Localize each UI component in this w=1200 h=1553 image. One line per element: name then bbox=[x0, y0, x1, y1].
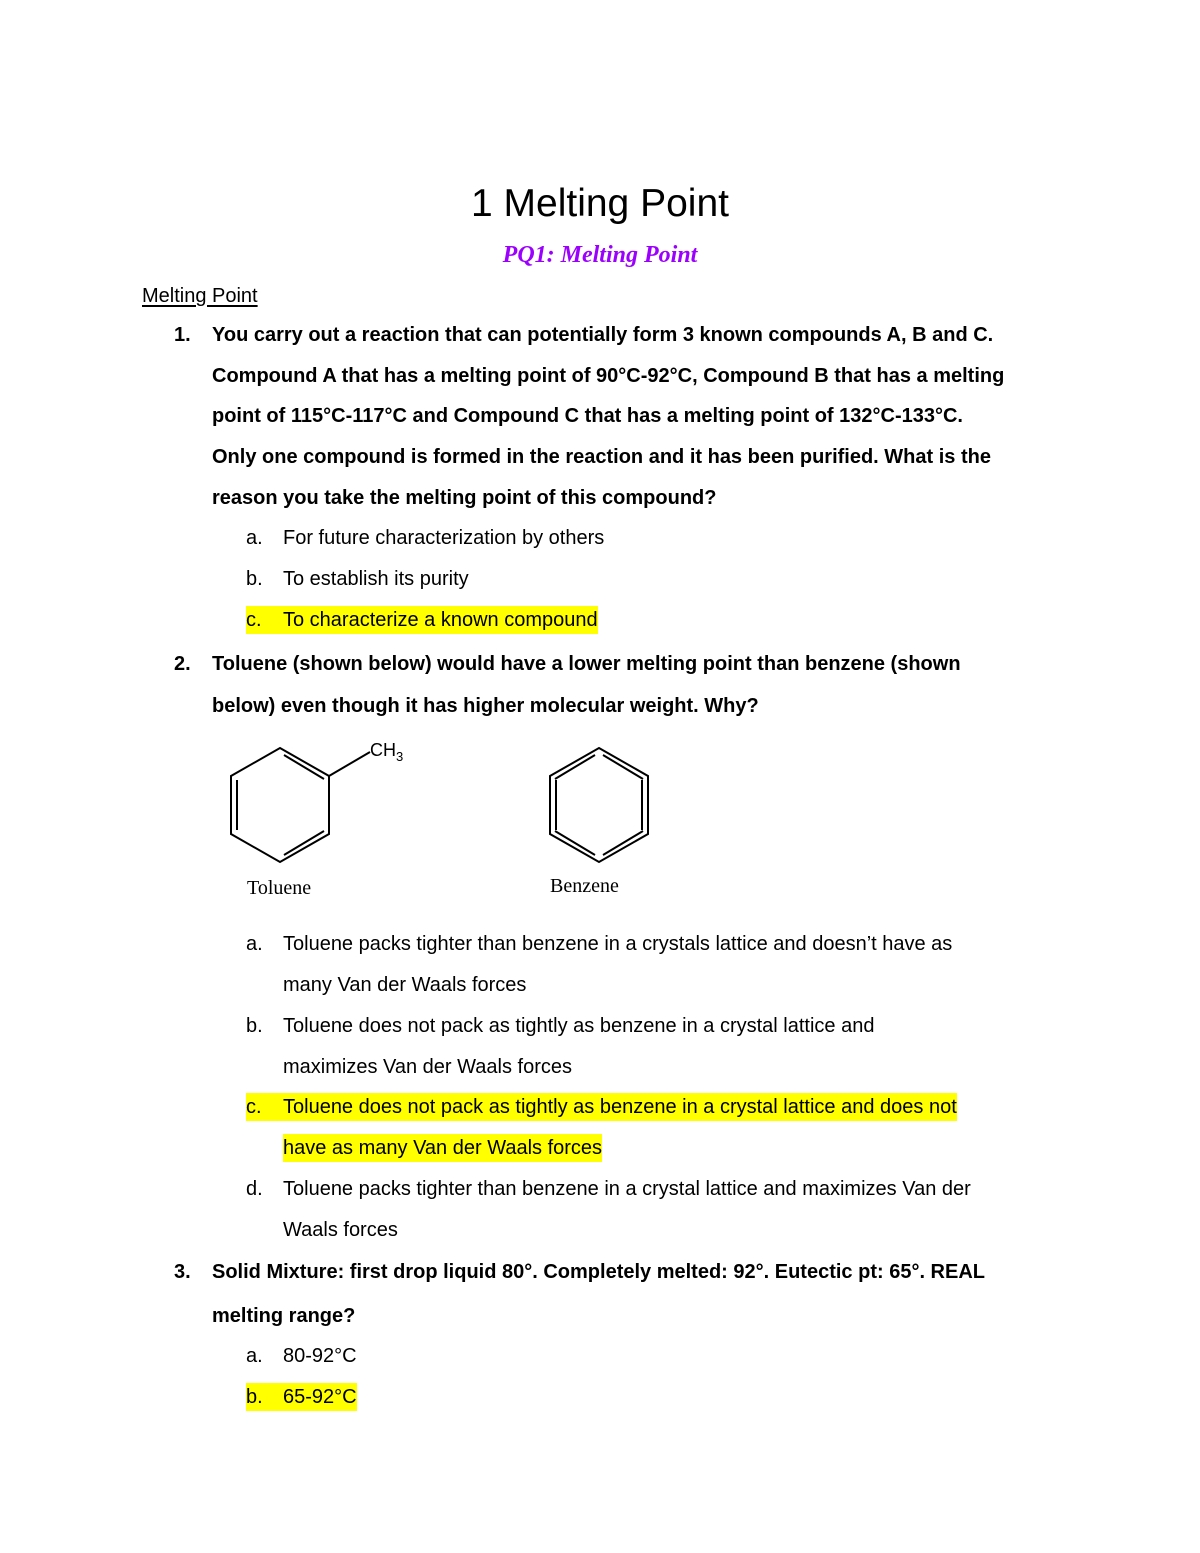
section-heading: Melting Point bbox=[142, 285, 258, 307]
option-text: Waals forces bbox=[283, 1219, 398, 1241]
page-title: 1 Melting Point bbox=[471, 182, 729, 225]
option-letter: a. bbox=[246, 1345, 263, 1367]
option-text: 80-92°C bbox=[283, 1345, 357, 1367]
option-text-highlighted: Toluene does not pack as tightly as benzene in a crystal lattice and does not bbox=[283, 1093, 957, 1121]
question-number: 2. bbox=[174, 653, 191, 675]
question-text-line: point of 115°C-117°C and Compound C that has a melting point of 132°C-133°C. bbox=[212, 405, 963, 427]
option-letter-highlighted: c. bbox=[246, 606, 283, 634]
toluene-structure bbox=[231, 748, 370, 862]
option-text-highlighted: To characterize a known compound bbox=[283, 606, 598, 634]
option-letter: a. bbox=[246, 933, 263, 955]
option-text: To establish its purity bbox=[283, 568, 469, 590]
benzene-structure bbox=[550, 748, 648, 862]
question-text-line: Toluene (shown below) would have a lower melting point than benzene (shown bbox=[212, 653, 961, 675]
option-letter: a. bbox=[246, 527, 263, 549]
option-letter-highlighted: b. bbox=[246, 1383, 283, 1411]
question-number: 3. bbox=[174, 1261, 191, 1283]
option-letter: b. bbox=[246, 1015, 263, 1037]
option-letter: d. bbox=[246, 1178, 263, 1200]
option-text-highlighted: have as many Van der Waals forces bbox=[283, 1134, 602, 1162]
methyl-label: $CH_3$ bbox=[370, 740, 404, 764]
question-text-line: below) even though it has higher molecular weight. Why? bbox=[212, 695, 759, 717]
option-text-highlighted: 65-92°C bbox=[283, 1383, 357, 1411]
question-text-line: Compound A that has a melting point of 90°C-92°C, Compound B that has a melting bbox=[212, 365, 1005, 387]
question-text-line: reason you take the melting point of this compound? bbox=[212, 487, 717, 509]
option-text: many Van der Waals forces bbox=[283, 974, 527, 996]
option-text: For future characterization by others bbox=[283, 527, 605, 549]
option-letter-highlighted: c. bbox=[246, 1093, 283, 1121]
molecule-figure bbox=[210, 730, 670, 910]
option-letter: b. bbox=[246, 568, 263, 590]
question-text-line: You carry out a reaction that can potentially form 3 known compounds A, B and C. bbox=[212, 324, 994, 346]
question-number: 1. bbox=[174, 324, 191, 346]
option-text: maximizes Van der Waals forces bbox=[283, 1056, 572, 1078]
question-text-line: Only one compound is formed in the reaction and it has been purified. What is the bbox=[212, 446, 991, 468]
option-text: Toluene packs tighter than benzene in a crystal lattice and maximizes Van der bbox=[283, 1178, 971, 1200]
benzene-label: Benzene bbox=[550, 875, 619, 897]
option-text: Toluene packs tighter than benzene in a crystals lattice and doesn’t have as bbox=[283, 933, 953, 955]
page-subtitle: PQ1: Melting Point bbox=[502, 242, 698, 268]
question-text-line: melting range? bbox=[212, 1305, 356, 1327]
option-text: Toluene does not pack as tightly as benzene in a crystal lattice and bbox=[283, 1015, 875, 1037]
toluene-label: Toluene bbox=[247, 877, 312, 899]
question-text-line: Solid Mixture: first drop liquid 80°. Completely melted: 92°. Eutectic pt: 65°. REAL bbox=[212, 1261, 985, 1283]
